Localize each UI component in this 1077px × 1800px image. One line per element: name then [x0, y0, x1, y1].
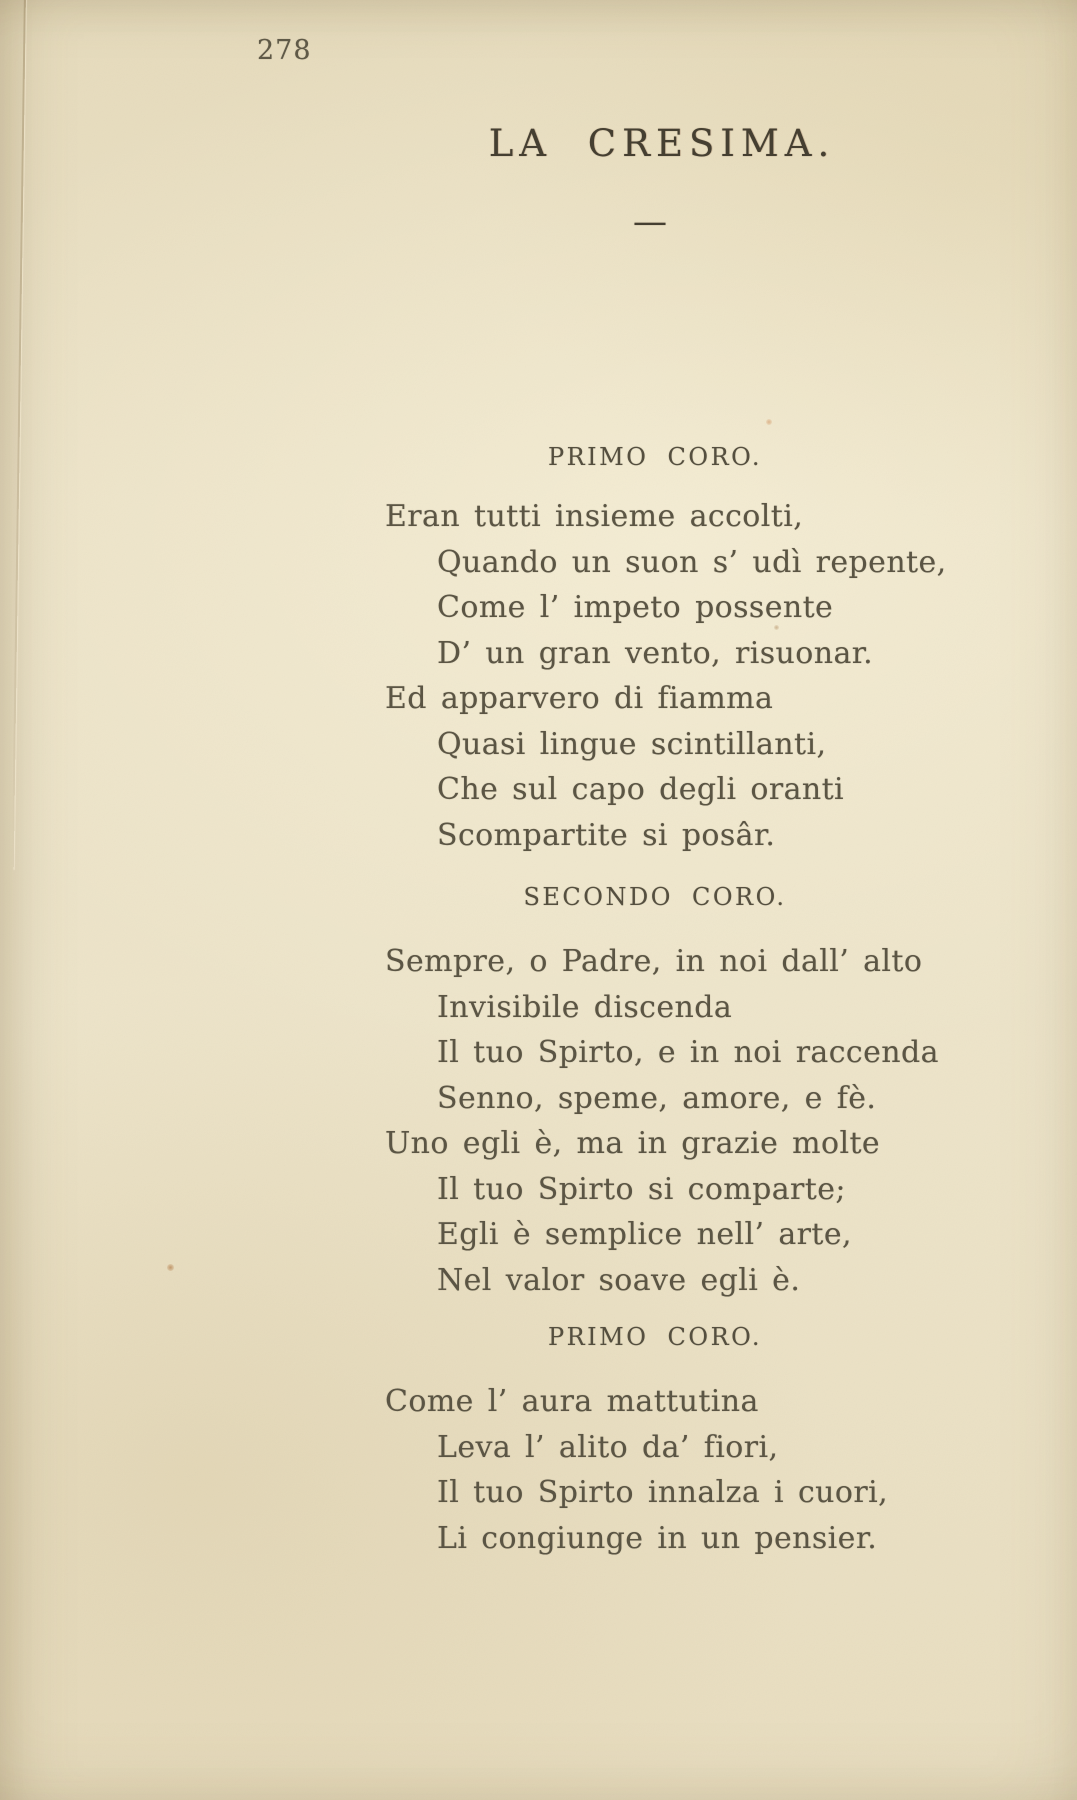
- poem-line: Scompartite si posâr.: [437, 817, 776, 853]
- poem-line: Quando un suon s’ udì repente,: [437, 544, 947, 580]
- stanza-1: [385, 494, 945, 858]
- poem-line: Sempre, o Padre, in noi dall’ alto: [385, 944, 923, 979]
- section-heading-primo-coro-2: PRIMO CORO.: [547, 1323, 763, 1351]
- poem-line: Uno egli è, ma in grazie molte: [385, 1126, 881, 1161]
- section-heading-secondo-coro: SECONDO CORO.: [523, 883, 787, 911]
- foxing-spot: [167, 1264, 174, 1271]
- poem-line: Il tuo Spirto innalza i cuori,: [437, 1475, 889, 1510]
- poem-line: D’ un gran vento, risuonar.: [437, 635, 874, 671]
- poem-line: Come l’ aura mattutina: [385, 1384, 759, 1419]
- title-divider: —: [633, 202, 667, 242]
- poem-line: Il tuo Spirto si comparte;: [437, 1171, 846, 1207]
- section-heading-primo-coro-1: PRIMO CORO.: [547, 443, 763, 471]
- poem-line: Che sul capo degli oranti: [437, 772, 845, 807]
- poem-line: Senno, speme, amore, e fè.: [437, 1080, 877, 1116]
- page-crease: [12, 0, 26, 870]
- poem-line: Il tuo Spirto, e in noi raccenda: [437, 1035, 939, 1070]
- poem-line: Li congiunge in un pensier.: [437, 1520, 878, 1556]
- poem-line: Invisibile discenda: [437, 989, 733, 1025]
- poem-line: Nel valor soave egli è.: [437, 1262, 801, 1298]
- stanza-2: [385, 939, 945, 1303]
- poem-line: Quasi lingue scintillanti,: [437, 726, 827, 762]
- poem-line: Egli è semplice nell’ arte,: [437, 1217, 852, 1252]
- foxing-spot: [766, 419, 772, 425]
- page-number: 278: [257, 35, 312, 66]
- poem-line: Ed apparvero di fiamma: [385, 681, 774, 716]
- stanza-3: [385, 1379, 945, 1561]
- poem-line: Eran tutti insieme accolti,: [385, 499, 804, 534]
- page-title: LA CRESIMA.: [488, 122, 836, 165]
- poem-line: Leva l’ alito da’ fiori,: [437, 1429, 779, 1465]
- poem-line: Come l’ impeto possente: [437, 590, 834, 625]
